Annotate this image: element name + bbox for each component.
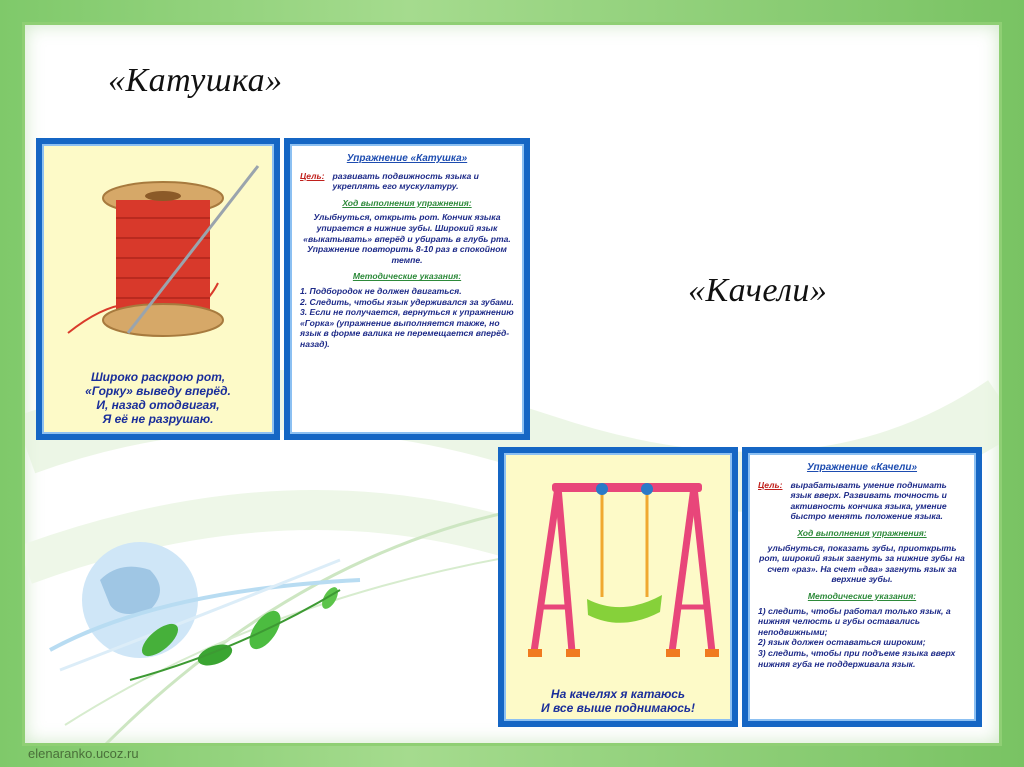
spool-icon — [58, 158, 268, 358]
title-katushka: «Катушка» — [108, 62, 283, 99]
procedure-heading: Ход выполнения упражнения: — [797, 527, 927, 538]
katushka-heading: Упражнение «Катушка» — [346, 153, 468, 164]
poem-line: Я её не разрушаю. — [102, 412, 214, 426]
katushka-poem — [42, 370, 274, 426]
notes-list — [758, 606, 966, 670]
poem-line: Широко раскрою рот, — [90, 370, 226, 384]
goal-text: развивать подвижность языка и укреплять его мускулатуру. — [332, 170, 479, 192]
goal-label: Цель: — [300, 170, 325, 181]
note-item: 3) следить, чтобы при подъеме языка вверх нижняя губа не поддерживала язык. — [758, 647, 956, 669]
swing-icon — [522, 467, 722, 667]
procedure-text: Улыбнуться, открыть рот. Кончик языка упирается в нижние зубы. Широкий язык «выкатывать» вперёд и убирать в глубь рта. Упражнение повторить 8-10 раз в спокойном темпе. — [303, 212, 511, 265]
footer-url: elenaranko.ucoz.ru — [28, 746, 139, 761]
poem-line: И все выше поднимаюсь! — [541, 701, 695, 715]
katushka-image-card — [36, 138, 280, 440]
goal-text: вырабатывать умение поднимать язык вверх. Развивать точность и активность кончика языка, умение быстро менять положение языка. — [790, 479, 947, 522]
notes-heading: Методические указания: — [807, 590, 917, 601]
kacheli-image-card — [498, 447, 738, 727]
notes-heading: Методические указания: — [352, 271, 462, 282]
globe-leaves-icon — [40, 520, 380, 720]
kacheli-info-card — [742, 447, 982, 727]
katushka-info-card — [284, 138, 530, 440]
procedure-heading: Ход выполнения упражнения: — [342, 197, 472, 208]
poem-line: «Горку» выведу вперёд. — [85, 384, 231, 398]
kacheli-goal — [758, 480, 966, 522]
note-item: 2) язык должен оставаться широким; — [758, 637, 926, 648]
katushka-goal — [300, 171, 514, 192]
kacheli-heading: Упражнение «Качели» — [806, 462, 918, 473]
note-item: 1) следить, чтобы работал только язык, а нижняя челюсть и губы оставались неподвижными; — [758, 605, 951, 637]
procedure-text: улыбнуться, показать зубы, приоткрыть рот, широкий язык загнуть за нижние зубы на счет «раз». На счет «два» загнуть язык за верхние зубы. — [759, 542, 965, 585]
note-item: 1. Подбородок не должен двигаться. — [300, 285, 462, 296]
title-kacheli: «Качели» — [688, 272, 828, 309]
poem-line: И, назад отодвигая, — [96, 398, 220, 412]
poem-line: На качелях я катаюсь — [550, 687, 686, 701]
kacheli-poem — [504, 687, 732, 715]
note-item: 2. Следить, чтобы язык удерживался за зубами. — [300, 296, 514, 307]
goal-label: Цель: — [758, 479, 783, 490]
note-item: 3. Если не получается, вернуться к упражнению «Горка» (упражнение выполняется также, но язык в форме валика не перемещается вперёд-назад). — [300, 307, 514, 349]
notes-list — [300, 286, 514, 350]
